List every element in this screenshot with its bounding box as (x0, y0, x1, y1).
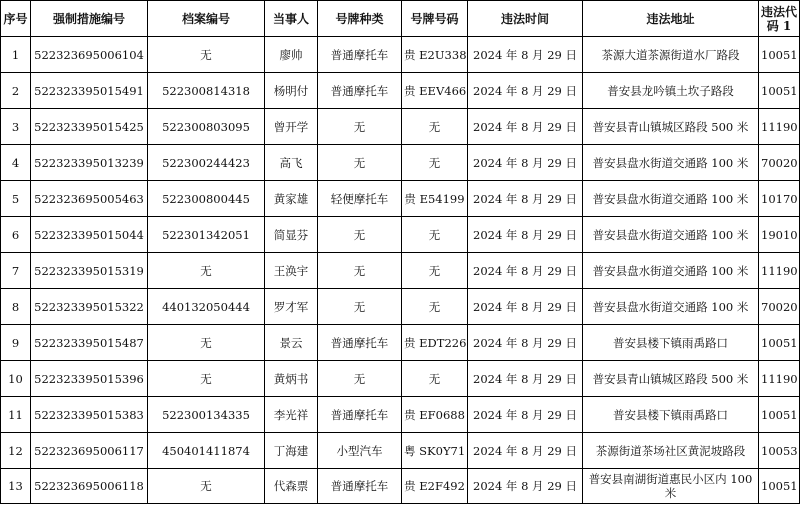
table-row (1, 217, 800, 253)
col-header-plate-no: 号牌号码 (402, 1, 468, 37)
cell-measure-no: 522323695006117 (31, 433, 148, 469)
cell-time: 2024 年 8 月 29 日 (468, 433, 583, 469)
cell-index: 5 (1, 181, 31, 217)
cell-time: 2024 年 8 月 29 日 (468, 325, 583, 361)
col-header-plate-type: 号牌种类 (318, 1, 402, 37)
cell-file-no: 无 (148, 325, 265, 361)
cell-plate-no: 无 (402, 217, 468, 253)
table-row (1, 469, 800, 504)
cell-plate-no: 贵 E2U338 (402, 37, 468, 73)
cell-plate-no: 无 (402, 109, 468, 145)
cell-plate-no: 贵 EEV466 (402, 73, 468, 109)
cell-index: 11 (1, 397, 31, 433)
cell-party: 曾开学 (265, 109, 318, 145)
cell-time: 2024 年 8 月 29 日 (468, 73, 583, 109)
col-header-index: 序号 (1, 1, 31, 37)
cell-index: 13 (1, 469, 31, 504)
header-row (1, 1, 800, 37)
cell-measure-no: 522323395015044 (31, 217, 148, 253)
table-row (1, 73, 800, 109)
col-header-address: 违法地址 (583, 1, 759, 37)
cell-measure-no: 522323395015487 (31, 325, 148, 361)
cell-address: 普安县楼下镇雨禹路口 (583, 397, 759, 433)
table-row (1, 433, 800, 469)
cell-time: 2024 年 8 月 29 日 (468, 397, 583, 433)
cell-time: 2024 年 8 月 29 日 (468, 109, 583, 145)
cell-measure-no: 522323395015491 (31, 73, 148, 109)
col-header-file-no: 档案编号 (148, 1, 265, 37)
cell-code: 10051 (759, 397, 800, 433)
cell-index: 2 (1, 73, 31, 109)
cell-address: 普安县盘水街道交通路 100 米 (583, 253, 759, 289)
cell-file-no: 522300244423 (148, 145, 265, 181)
cell-code: 70020 (759, 145, 800, 181)
cell-measure-no: 522323395015322 (31, 289, 148, 325)
cell-plate-type: 普通摩托车 (318, 37, 402, 73)
cell-plate-type: 无 (318, 289, 402, 325)
cell-address: 茶源大道茶源街道水厂路段 (583, 37, 759, 73)
cell-plate-type: 普通摩托车 (318, 397, 402, 433)
cell-measure-no: 522323695005463 (31, 181, 148, 217)
cell-time: 2024 年 8 月 29 日 (468, 361, 583, 397)
cell-code: 10051 (759, 37, 800, 73)
cell-plate-no: 贵 E54199 (402, 181, 468, 217)
cell-index: 8 (1, 289, 31, 325)
cell-plate-no: 无 (402, 145, 468, 181)
cell-plate-no: 粤 SK0Y71 (402, 433, 468, 469)
cell-file-no: 无 (148, 361, 265, 397)
cell-party: 简显芬 (265, 217, 318, 253)
cell-party: 李光祥 (265, 397, 318, 433)
cell-file-no: 450401411874 (148, 433, 265, 469)
cell-file-no: 无 (148, 253, 265, 289)
cell-plate-no: 贵 E2F492 (402, 469, 468, 504)
cell-address: 茶源街道茶场社区黄泥坡路段 (583, 433, 759, 469)
cell-party: 王涣宇 (265, 253, 318, 289)
cell-plate-type: 无 (318, 145, 402, 181)
cell-index: 3 (1, 109, 31, 145)
cell-party: 丁海建 (265, 433, 318, 469)
cell-address: 普安县盘水街道交通路 100 米 (583, 145, 759, 181)
cell-index: 12 (1, 433, 31, 469)
cell-plate-no: 贵 EF0688 (402, 397, 468, 433)
cell-plate-no: 无 (402, 253, 468, 289)
cell-plate-type: 无 (318, 217, 402, 253)
col-header-code: 违法代码 1 (759, 1, 800, 37)
cell-code: 11190 (759, 361, 800, 397)
cell-party: 杨明付 (265, 73, 318, 109)
cell-measure-no: 522323695006118 (31, 469, 148, 504)
table-row (1, 289, 800, 325)
cell-address: 普安县盘水街道交通路 100 米 (583, 217, 759, 253)
cell-plate-no: 贵 EDT226 (402, 325, 468, 361)
cell-time: 2024 年 8 月 29 日 (468, 37, 583, 73)
cell-measure-no: 522323395015396 (31, 361, 148, 397)
cell-code: 10051 (759, 325, 800, 361)
cell-address: 普安县青山镇城区路段 500 米 (583, 109, 759, 145)
cell-code: 10053 (759, 433, 800, 469)
cell-code: 70020 (759, 289, 800, 325)
table-row (1, 253, 800, 289)
cell-time: 2024 年 8 月 29 日 (468, 181, 583, 217)
cell-address: 普安县盘水街道交通路 100 米 (583, 289, 759, 325)
cell-party: 廖帅 (265, 37, 318, 73)
cell-time: 2024 年 8 月 29 日 (468, 289, 583, 325)
cell-address: 普安县龙吟镇土坎子路段 (583, 73, 759, 109)
cell-code: 11190 (759, 253, 800, 289)
cell-measure-no: 522323395013239 (31, 145, 148, 181)
table-row (1, 37, 800, 73)
cell-plate-type: 普通摩托车 (318, 469, 402, 504)
table-row (1, 325, 800, 361)
cell-file-no: 440132050444 (148, 289, 265, 325)
cell-measure-no: 522323395015319 (31, 253, 148, 289)
cell-party: 代森票 (265, 469, 318, 504)
cell-index: 7 (1, 253, 31, 289)
cell-index: 1 (1, 37, 31, 73)
cell-plate-type: 无 (318, 253, 402, 289)
cell-plate-type: 普通摩托车 (318, 73, 402, 109)
cell-code: 19010 (759, 217, 800, 253)
table-body (1, 37, 800, 504)
cell-plate-no: 无 (402, 361, 468, 397)
cell-code: 10170 (759, 181, 800, 217)
cell-plate-type: 小型汽车 (318, 433, 402, 469)
col-header-time: 违法时间 (468, 1, 583, 37)
cell-time: 2024 年 8 月 29 日 (468, 469, 583, 504)
cell-address: 普安县青山镇城区路段 500 米 (583, 361, 759, 397)
cell-plate-type: 轻便摩托车 (318, 181, 402, 217)
table-row (1, 181, 800, 217)
cell-code: 10051 (759, 73, 800, 109)
col-header-measure-no: 强制措施编号 (31, 1, 148, 37)
cell-index: 4 (1, 145, 31, 181)
cell-party: 罗才军 (265, 289, 318, 325)
cell-file-no: 522300800445 (148, 181, 265, 217)
cell-file-no: 522301342051 (148, 217, 265, 253)
cell-party: 黄炳书 (265, 361, 318, 397)
cell-file-no: 无 (148, 469, 265, 504)
cell-code: 11190 (759, 109, 800, 145)
table-row (1, 109, 800, 145)
cell-time: 2024 年 8 月 29 日 (468, 145, 583, 181)
cell-index: 9 (1, 325, 31, 361)
cell-file-no: 522300814318 (148, 73, 265, 109)
cell-plate-no: 无 (402, 289, 468, 325)
cell-time: 2024 年 8 月 29 日 (468, 217, 583, 253)
cell-file-no: 522300803095 (148, 109, 265, 145)
cell-party: 景云 (265, 325, 318, 361)
cell-file-no: 无 (148, 37, 265, 73)
cell-address: 普安县南湖街道惠民小区内 100 米 (583, 469, 759, 504)
cell-measure-no: 522323395015383 (31, 397, 148, 433)
cell-code: 10051 (759, 469, 800, 504)
cell-address: 普安县楼下镇雨禹路口 (583, 325, 759, 361)
cell-plate-type: 普通摩托车 (318, 325, 402, 361)
cell-party: 黄家雄 (265, 181, 318, 217)
cell-measure-no: 522323395015425 (31, 109, 148, 145)
table-row (1, 361, 800, 397)
cell-plate-type: 无 (318, 109, 402, 145)
cell-index: 6 (1, 217, 31, 253)
cell-party: 高飞 (265, 145, 318, 181)
cell-measure-no: 522323695006104 (31, 37, 148, 73)
col-header-party: 当事人 (265, 1, 318, 37)
cell-file-no: 522300134335 (148, 397, 265, 433)
cell-index: 10 (1, 361, 31, 397)
cell-plate-type: 无 (318, 361, 402, 397)
table-row (1, 145, 800, 181)
cell-time: 2024 年 8 月 29 日 (468, 253, 583, 289)
table-row (1, 397, 800, 433)
cell-address: 普安县盘水街道交通路 100 米 (583, 181, 759, 217)
